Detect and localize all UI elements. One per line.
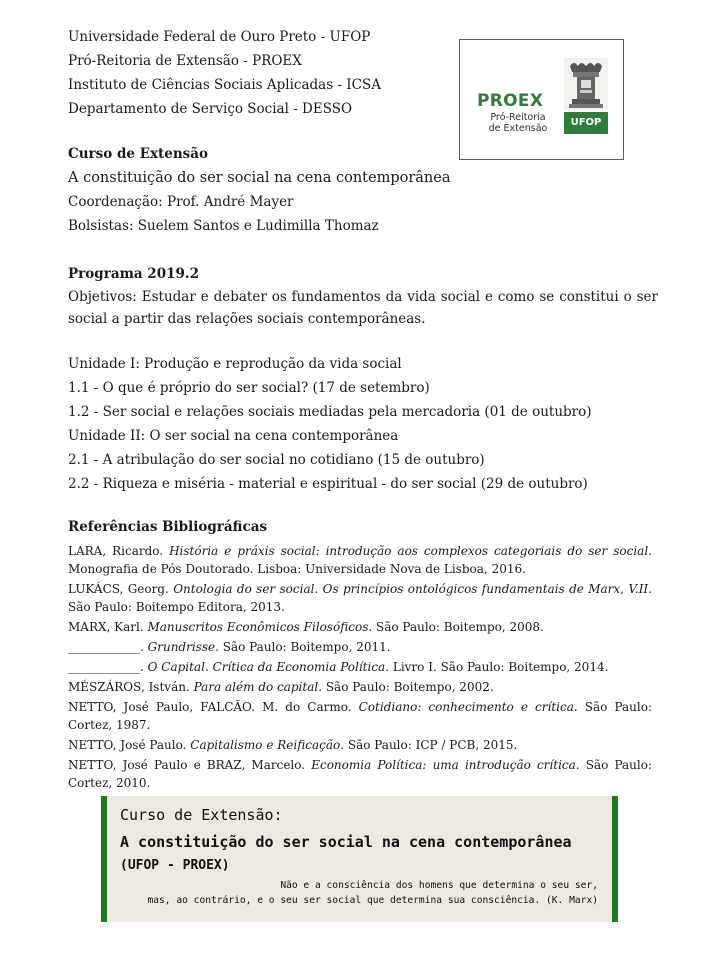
units-list	[68, 352, 658, 496]
ufop-emblem-icon	[564, 58, 608, 110]
header-line-department: Departamento de Serviço Social - DESSO	[68, 101, 353, 117]
reference-item: MÉSZÁROS, István. Para além do capital. São Paulo: Boitempo, 2002.	[68, 680, 494, 694]
banner-org: (UFOP - PROEX)	[120, 858, 230, 873]
course-section	[68, 142, 658, 238]
banner-quote	[147, 878, 598, 908]
logo-name: PROEX	[477, 91, 544, 111]
reference-item: NETTO, José Paulo. Capitalismo e Reificação. São Paulo: ICP / PCB, 2015.	[68, 738, 518, 752]
institution-header	[68, 25, 428, 121]
course-coordination: Coordenação: Prof. André Mayer	[68, 194, 294, 210]
banner-subtitle: A constituição do ser social na cena contemporânea	[120, 833, 572, 851]
banner-quote-line2: mas, ao contrário, e o seu ser social que determina sua consciência. (K. Marx)	[147, 895, 598, 906]
unit-item: 1.1 - O que é próprio do ser social? (17 de setembro)	[68, 380, 430, 396]
references-list	[68, 542, 652, 794]
logo-subtitle-line2: de Extensão	[488, 123, 548, 134]
header-line-proex: Pró-Reitoria de Extensão - PROEX	[68, 53, 302, 69]
unit-2-heading: Unidade II: O ser social na cena contemporânea	[68, 428, 399, 444]
course-heading: Curso de Extensão	[68, 146, 209, 162]
unit-item: 2.1 - A atribulação do ser social no cotidiano (15 de outubro)	[68, 452, 485, 468]
course-banner	[101, 796, 618, 922]
references-heading	[68, 515, 658, 539]
logo-subtitle	[483, 112, 553, 134]
reference-item: ____________. Grundrisse. São Paulo: Boitempo, 2011.	[68, 640, 391, 654]
banner-title: Curso de Extensão:	[120, 806, 283, 824]
reference-item: LUKÁCS, Georg. Ontologia do ser social. Os princípios ontológicos fundamentais de Marx, V.II. São Paulo: Boitempo Editora, 2013.	[68, 582, 653, 614]
logo-ufop-badge: UFOP	[564, 112, 608, 134]
program-objectives: Objetivos: Estudar e debater os fundamentos da vida social e como se constitui o ser social a partir das relações sociais contemporâneas.	[68, 289, 658, 327]
reference-item: MARX, Karl. Manuscritos Econômicos Filosóficos. São Paulo: Boitempo, 2008.	[68, 620, 544, 634]
course-scholars: Bolsistas: Suelem Santos e Ludimilla Thomaz	[68, 218, 379, 234]
reference-item: ____________. O Capital. Crítica da Economia Política. Livro I. São Paulo: Boitempo, 2014.	[68, 660, 609, 674]
banner-quote-line1: Não e a consciência dos homens que determina o seu ser,	[280, 880, 598, 891]
course-title: A constituição do ser social na cena contemporânea	[68, 170, 451, 186]
unit-item: 2.2 - Riqueza e miséria - material e espiritual - do ser social (29 de outubro)	[68, 476, 588, 492]
program-section	[68, 262, 658, 330]
header-line-university: Universidade Federal de Ouro Preto - UFOP	[68, 29, 371, 45]
unit-item: 1.2 - Ser social e relações sociais mediadas pela mercadoria (01 de outubro)	[68, 404, 592, 420]
logo-subtitle-line1: Pró-Reitoria	[490, 112, 546, 123]
references-heading-text: Referências Bibliográficas	[68, 519, 268, 535]
program-heading: Programa 2019.2	[68, 266, 199, 282]
reference-item: NETTO, José Paulo, FALCÃO. M. do Carmo. Cotidiano: conhecimento e crítica. São Paulo: Cortez, 1987.	[68, 700, 652, 732]
reference-item: NETTO, José Paulo e BRAZ, Marcelo. Economia Política: uma introdução crítica. São Paulo: Cortez, 2010.	[68, 758, 652, 790]
unit-1-heading: Unidade I: Produção e reprodução da vida social	[68, 356, 402, 372]
header-line-institute: Instituto de Ciências Sociais Aplicadas - ICSA	[68, 77, 381, 93]
reference-item: LARA, Ricardo. História e práxis social: introdução aos complexos categoriais do ser social. Monografia de Pós Doutorado. Lisboa: Universidade Nova de Lisboa, 2016.	[68, 544, 652, 576]
